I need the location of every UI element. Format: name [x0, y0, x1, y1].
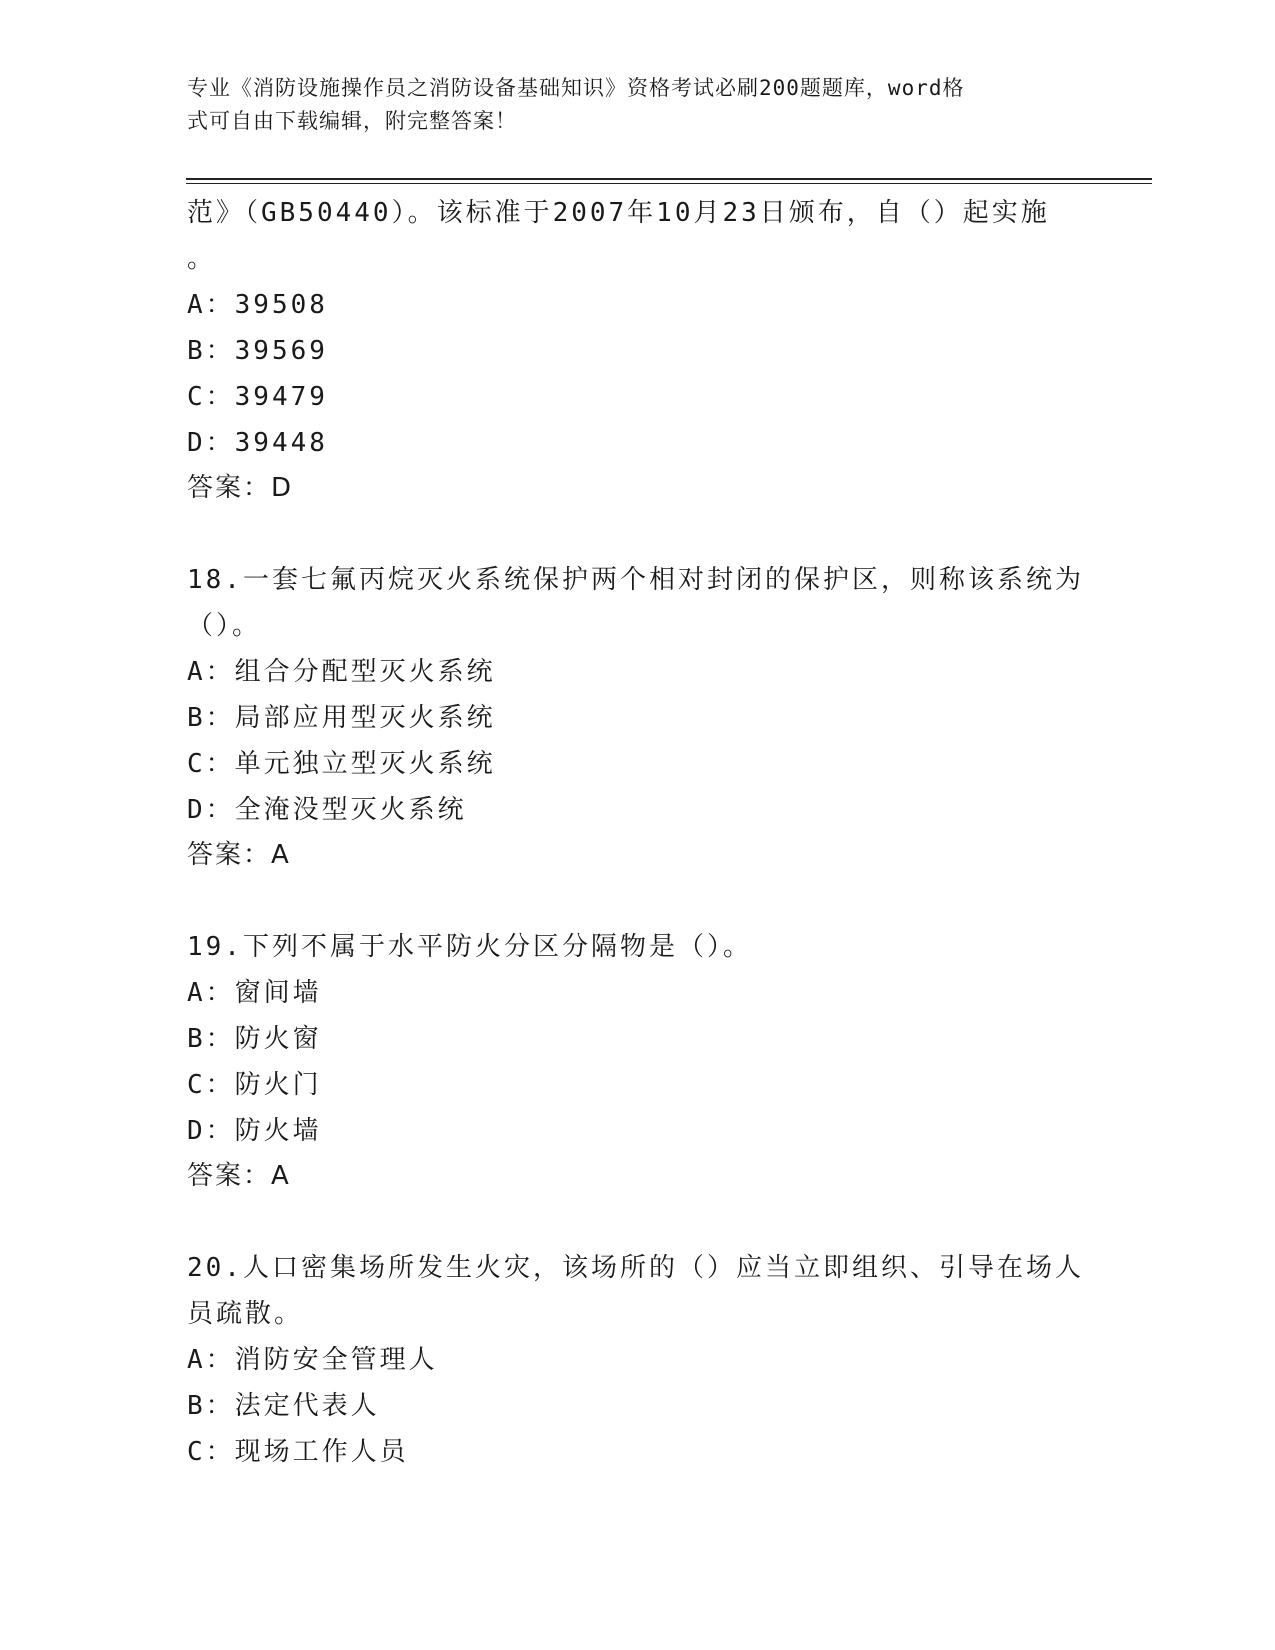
option-a: A：组合分配型灭火系统 [187, 657, 496, 687]
document-header [187, 72, 1087, 138]
question-text-line: 19.下列不属于水平防火分区分隔物是（）。 [187, 932, 752, 962]
answer-text: 答案：A [187, 1161, 291, 1191]
option-b: B：法定代表人 [187, 1391, 380, 1421]
option-d: D：39448 [187, 428, 328, 458]
question-text-line: 20.人口密集场所发生火灾，该场所的（）应当立即组织、引导在场人 [187, 1253, 1084, 1283]
option-c: C：现场工作人员 [187, 1437, 409, 1467]
question-18 [187, 557, 1087, 877]
option-b: B：39569 [187, 336, 328, 366]
option-b: B：防火窗 [187, 1024, 322, 1054]
question-text-line: 范》（GB50440）。该标准于2007年10月23日颁布，自（）起实施 [187, 198, 1050, 228]
option-a: A：窗间墙 [187, 978, 322, 1008]
question-20 [187, 1245, 1087, 1475]
question-text-line: 18.一套七氟丙烷灭火系统保护两个相对封闭的保护区，则称该系统为 [187, 565, 1084, 595]
option-d: D：全淹没型灭火系统 [187, 795, 467, 825]
option-b: B：局部应用型灭火系统 [187, 703, 496, 733]
question-19 [187, 924, 1087, 1198]
option-a: A：39508 [187, 290, 328, 320]
question-text-line: 。 [187, 244, 217, 274]
header-rule-thick [186, 178, 1152, 180]
answer-text: 答案：A [187, 840, 291, 870]
header-line-2: 式可自由下载编辑，附完整答案！ [187, 109, 517, 133]
question-text-line: （）。 [187, 611, 262, 641]
question-text-line: 员疏散。 [187, 1299, 304, 1329]
question-17-continued [187, 190, 1087, 510]
header-rule-thin [186, 183, 1152, 184]
option-c: C：39479 [187, 382, 328, 412]
option-c: C：单元独立型灭火系统 [187, 749, 496, 779]
document-body [187, 190, 1087, 1475]
answer-text: 答案：D [187, 473, 294, 503]
option-c: C：防火门 [187, 1070, 322, 1100]
option-d: D：防火墙 [187, 1116, 322, 1146]
option-a: A：消防安全管理人 [187, 1345, 438, 1375]
header-line-1: 专业《消防设施操作员之消防设备基础知识》资格考试必刷200题题库，word格 [187, 76, 965, 100]
